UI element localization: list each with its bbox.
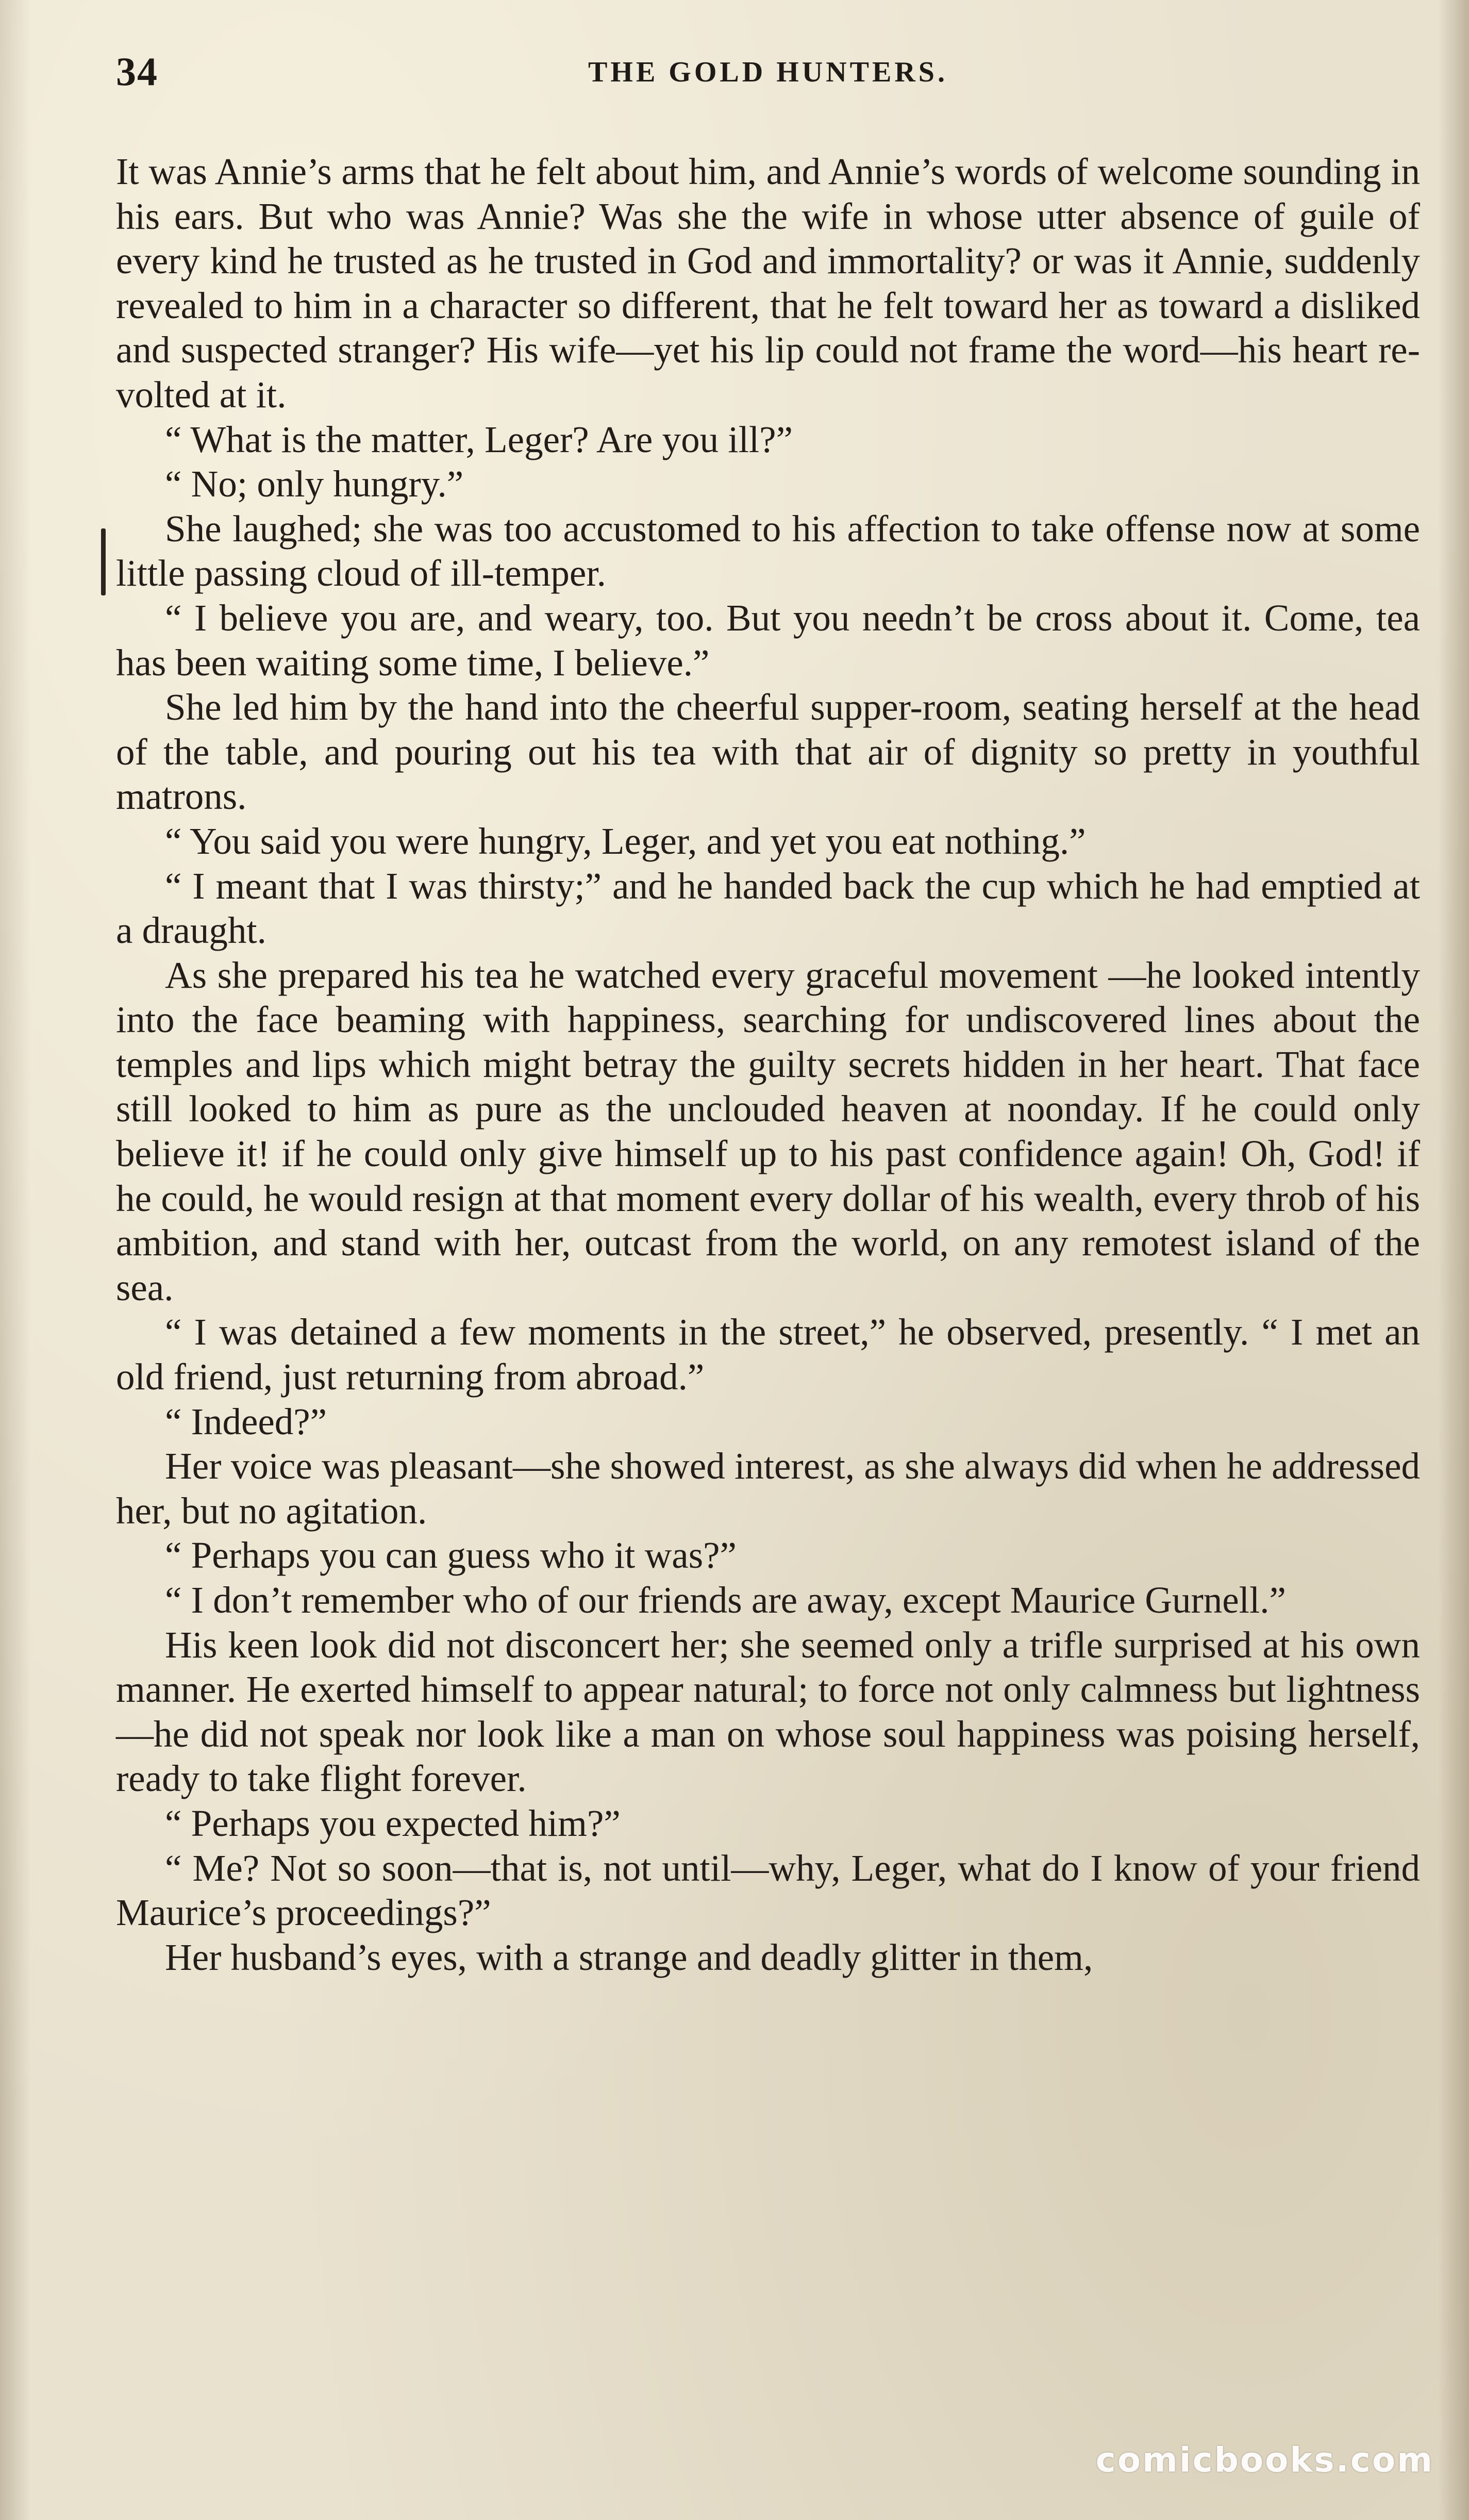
paragraph: As she prepared his tea he watched every graceful movement —he looked intently into the face beaming with happiness, searching for undiscovered lines about the temples and lips which might betray the guilty secrets hidden in her heart. That face still looked to him as pure as the unclouded heaven at noonday. If he could only believe it! if he could only give himself up to his past confidence again! Oh, God! if he could, he would resign at that moment every dollar of his wealth, every throb of his ambition, and stand with her, outcast from the world, on any remotest island of the sea. <box>116 954 1420 1308</box>
paragraph: “ Perhaps you can guess who it was?” <box>165 1534 737 1577</box>
paragraph: “ Me? Not so soon—that is, not until—why, Leger, what do I know of your friend Maurice’s proceedings?” <box>116 1847 1420 1934</box>
paragraph: Her voice was pleasant—she showed interest, as she always did when he addressed her, but no agitation. <box>116 1445 1420 1532</box>
page-number: 34 <box>116 49 158 94</box>
margin-mark <box>101 528 106 595</box>
paragraph: It was Annie’s arms that he felt about him, and Annie’s words of welcome sounding in his ears. But who was Annie? Was she the wife in whose utter absence of guile of every kind he trusted as he trusted in God and immortality? or was it Annie, suddenly revealed to him in a character so different, that he felt toward her as toward a disliked and suspected stranger? His wife—yet his lip could not frame the word—his heart revolted at it. <box>116 151 1420 416</box>
watermark: comicbooks.com <box>1095 2440 1434 2480</box>
page-header <box>116 41 1420 103</box>
paragraph: “ You said you were hungry, Leger, and yet you eat nothing.” <box>165 820 1086 862</box>
paragraph: “ Perhaps you expected him?” <box>165 1802 621 1844</box>
paragraph: She led him by the hand into the cheerful supper-room, seating herself at the head of the table, and pouring out his tea with that air of dignity so pretty in youthful matrons. <box>116 686 1420 818</box>
paragraph: “ I don’t remember who of our friends are away, except Maurice Gurnell.” <box>165 1579 1286 1621</box>
paragraph: Her husband’s eyes, with a strange and deadly glitter in them, <box>165 1936 1093 1978</box>
paragraph: “ Indeed?” <box>165 1400 327 1443</box>
paragraph: “ I believe you are, and weary, too. But you needn’t be cross about it. Come, tea has been waiting some time, I believe.” <box>116 596 1420 684</box>
paragraph: “ What is the matter, Leger? Are you ill?” <box>165 418 793 460</box>
paragraph: “ I meant that I was thirsty;” and he handed back the cup which he had emptied at a draught. <box>116 865 1420 952</box>
body-text <box>116 150 1420 1980</box>
running-head: THE GOLD HUNTERS. <box>588 56 948 88</box>
paragraph: “ No; only hungry.” <box>165 463 464 505</box>
paragraph: His keen look did not disconcert her; she seemed only a trifle surprised at his own manner. He exerted himself to appear natural; to force not only calmness but lightness—he did not speak nor look like a man on whose soul happiness was poising herself, ready to take flight forever. <box>116 1623 1420 1800</box>
paragraph: She laughed; she was too accustomed to his affection to take offense now at some little passing cloud of ill-temper. <box>116 507 1420 594</box>
paragraph: “ I was detained a few moments in the street,” he observed, presently. “ I met an old friend, just returning from abroad.” <box>116 1311 1420 1398</box>
